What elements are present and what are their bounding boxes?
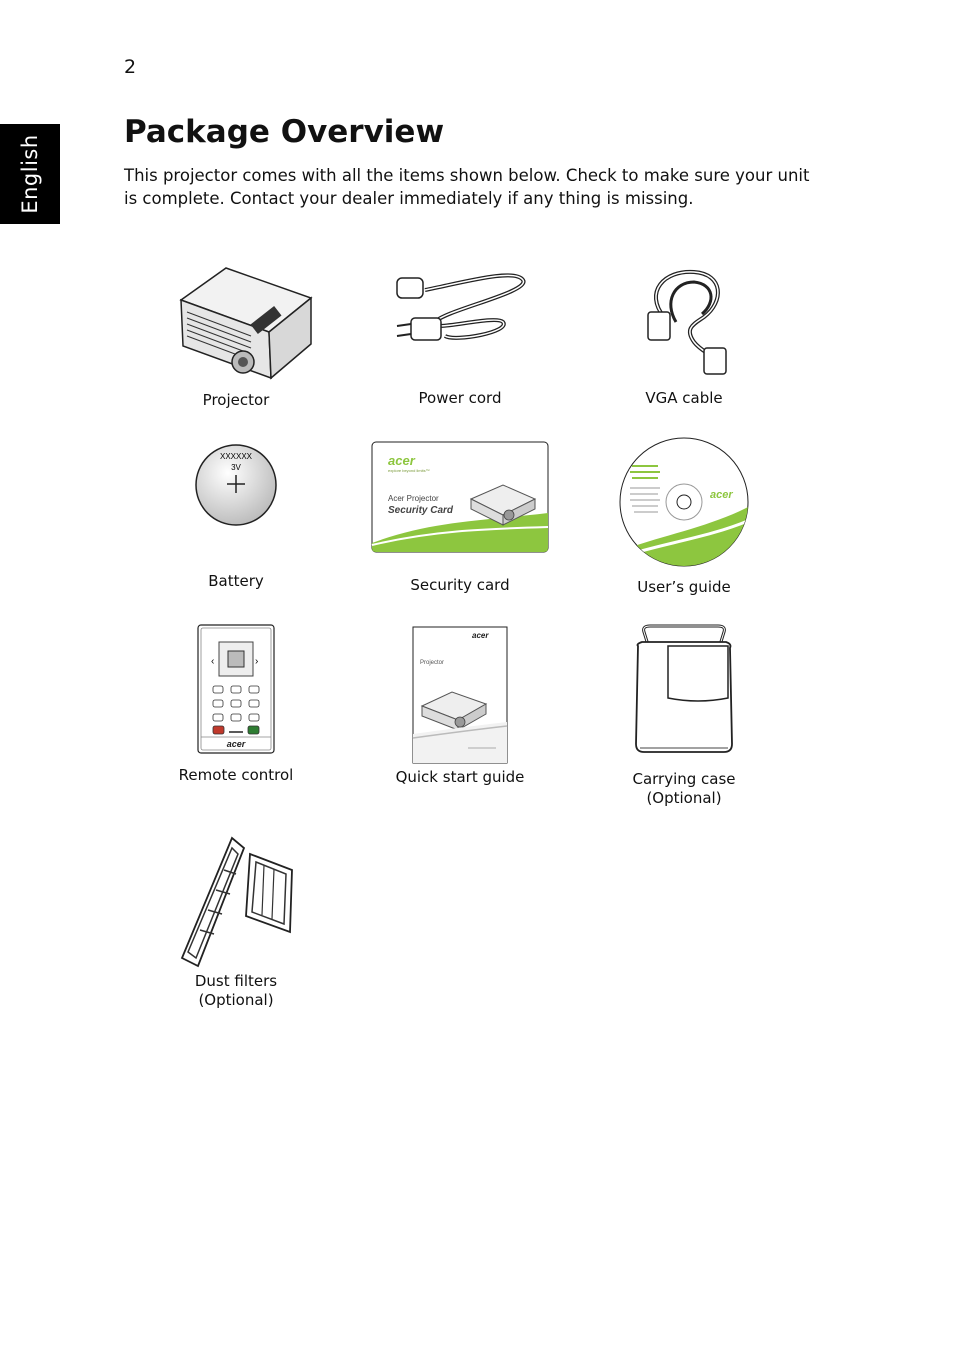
vga-cable-icon bbox=[624, 262, 744, 382]
item-caption: Dust filters bbox=[194, 972, 278, 990]
projector-icon bbox=[151, 260, 321, 385]
item-caption: User’s guide bbox=[637, 578, 731, 596]
item-caption: Battery bbox=[208, 572, 264, 590]
acer-logo-text: acer bbox=[710, 489, 733, 501]
item-power-cord bbox=[350, 262, 570, 408]
item-caption: Projector bbox=[202, 391, 270, 409]
svg-text:‹: ‹ bbox=[211, 656, 215, 667]
item-caption: Power cord bbox=[418, 389, 502, 407]
remote-control-icon bbox=[197, 624, 275, 754]
battery-icon bbox=[191, 440, 281, 530]
carrying-case-icon bbox=[632, 624, 736, 756]
battery-label-line2: 3V bbox=[231, 463, 241, 472]
item-projector bbox=[126, 260, 346, 410]
battery-label-line1: XXXXXX bbox=[219, 452, 253, 461]
power-cord-icon bbox=[385, 262, 535, 382]
acer-logo-text: acer bbox=[226, 739, 246, 749]
item-caption: Remote control bbox=[178, 766, 294, 784]
acer-logo-text: acer bbox=[388, 453, 415, 468]
item-caption: Security card bbox=[410, 576, 510, 594]
cover-title: Projector bbox=[420, 660, 445, 666]
language-tab bbox=[0, 124, 60, 224]
item-caption: VGA cable bbox=[645, 389, 723, 407]
item-caption: Quick start guide bbox=[395, 768, 525, 786]
page-number: 2 bbox=[124, 56, 137, 78]
item-note: (Optional) bbox=[646, 789, 722, 807]
item-vga-cable bbox=[574, 262, 794, 408]
item-carrying-case bbox=[574, 624, 794, 808]
page-title: Package Overview bbox=[124, 114, 445, 150]
security-card-icon bbox=[371, 441, 549, 553]
svg-text:›: › bbox=[255, 656, 259, 667]
tagline-text: explore beyond limits™ bbox=[388, 468, 430, 473]
dust-filters-icon bbox=[174, 834, 298, 968]
card-line2: Security Card bbox=[388, 505, 454, 516]
language-tab-label: English bbox=[18, 134, 42, 214]
item-remote-control bbox=[126, 624, 346, 785]
item-quick-start-guide bbox=[350, 626, 570, 787]
item-security-card bbox=[350, 441, 570, 595]
card-line1: Acer Projector bbox=[388, 494, 439, 503]
item-users-guide bbox=[574, 436, 794, 597]
item-note: (Optional) bbox=[198, 991, 274, 1009]
quick-start-guide-icon bbox=[412, 626, 508, 764]
intro-paragraph: This projector comes with all the items shown below. Check to make sure your unit is complete. Contact your dealer immediately if any thing is missing. bbox=[124, 166, 810, 208]
item-battery bbox=[126, 440, 346, 591]
item-caption: Carrying case bbox=[632, 770, 736, 788]
item-dust-filters bbox=[126, 834, 346, 1010]
cd-disc-icon bbox=[618, 436, 750, 568]
acer-logo-text: acer bbox=[472, 631, 489, 640]
